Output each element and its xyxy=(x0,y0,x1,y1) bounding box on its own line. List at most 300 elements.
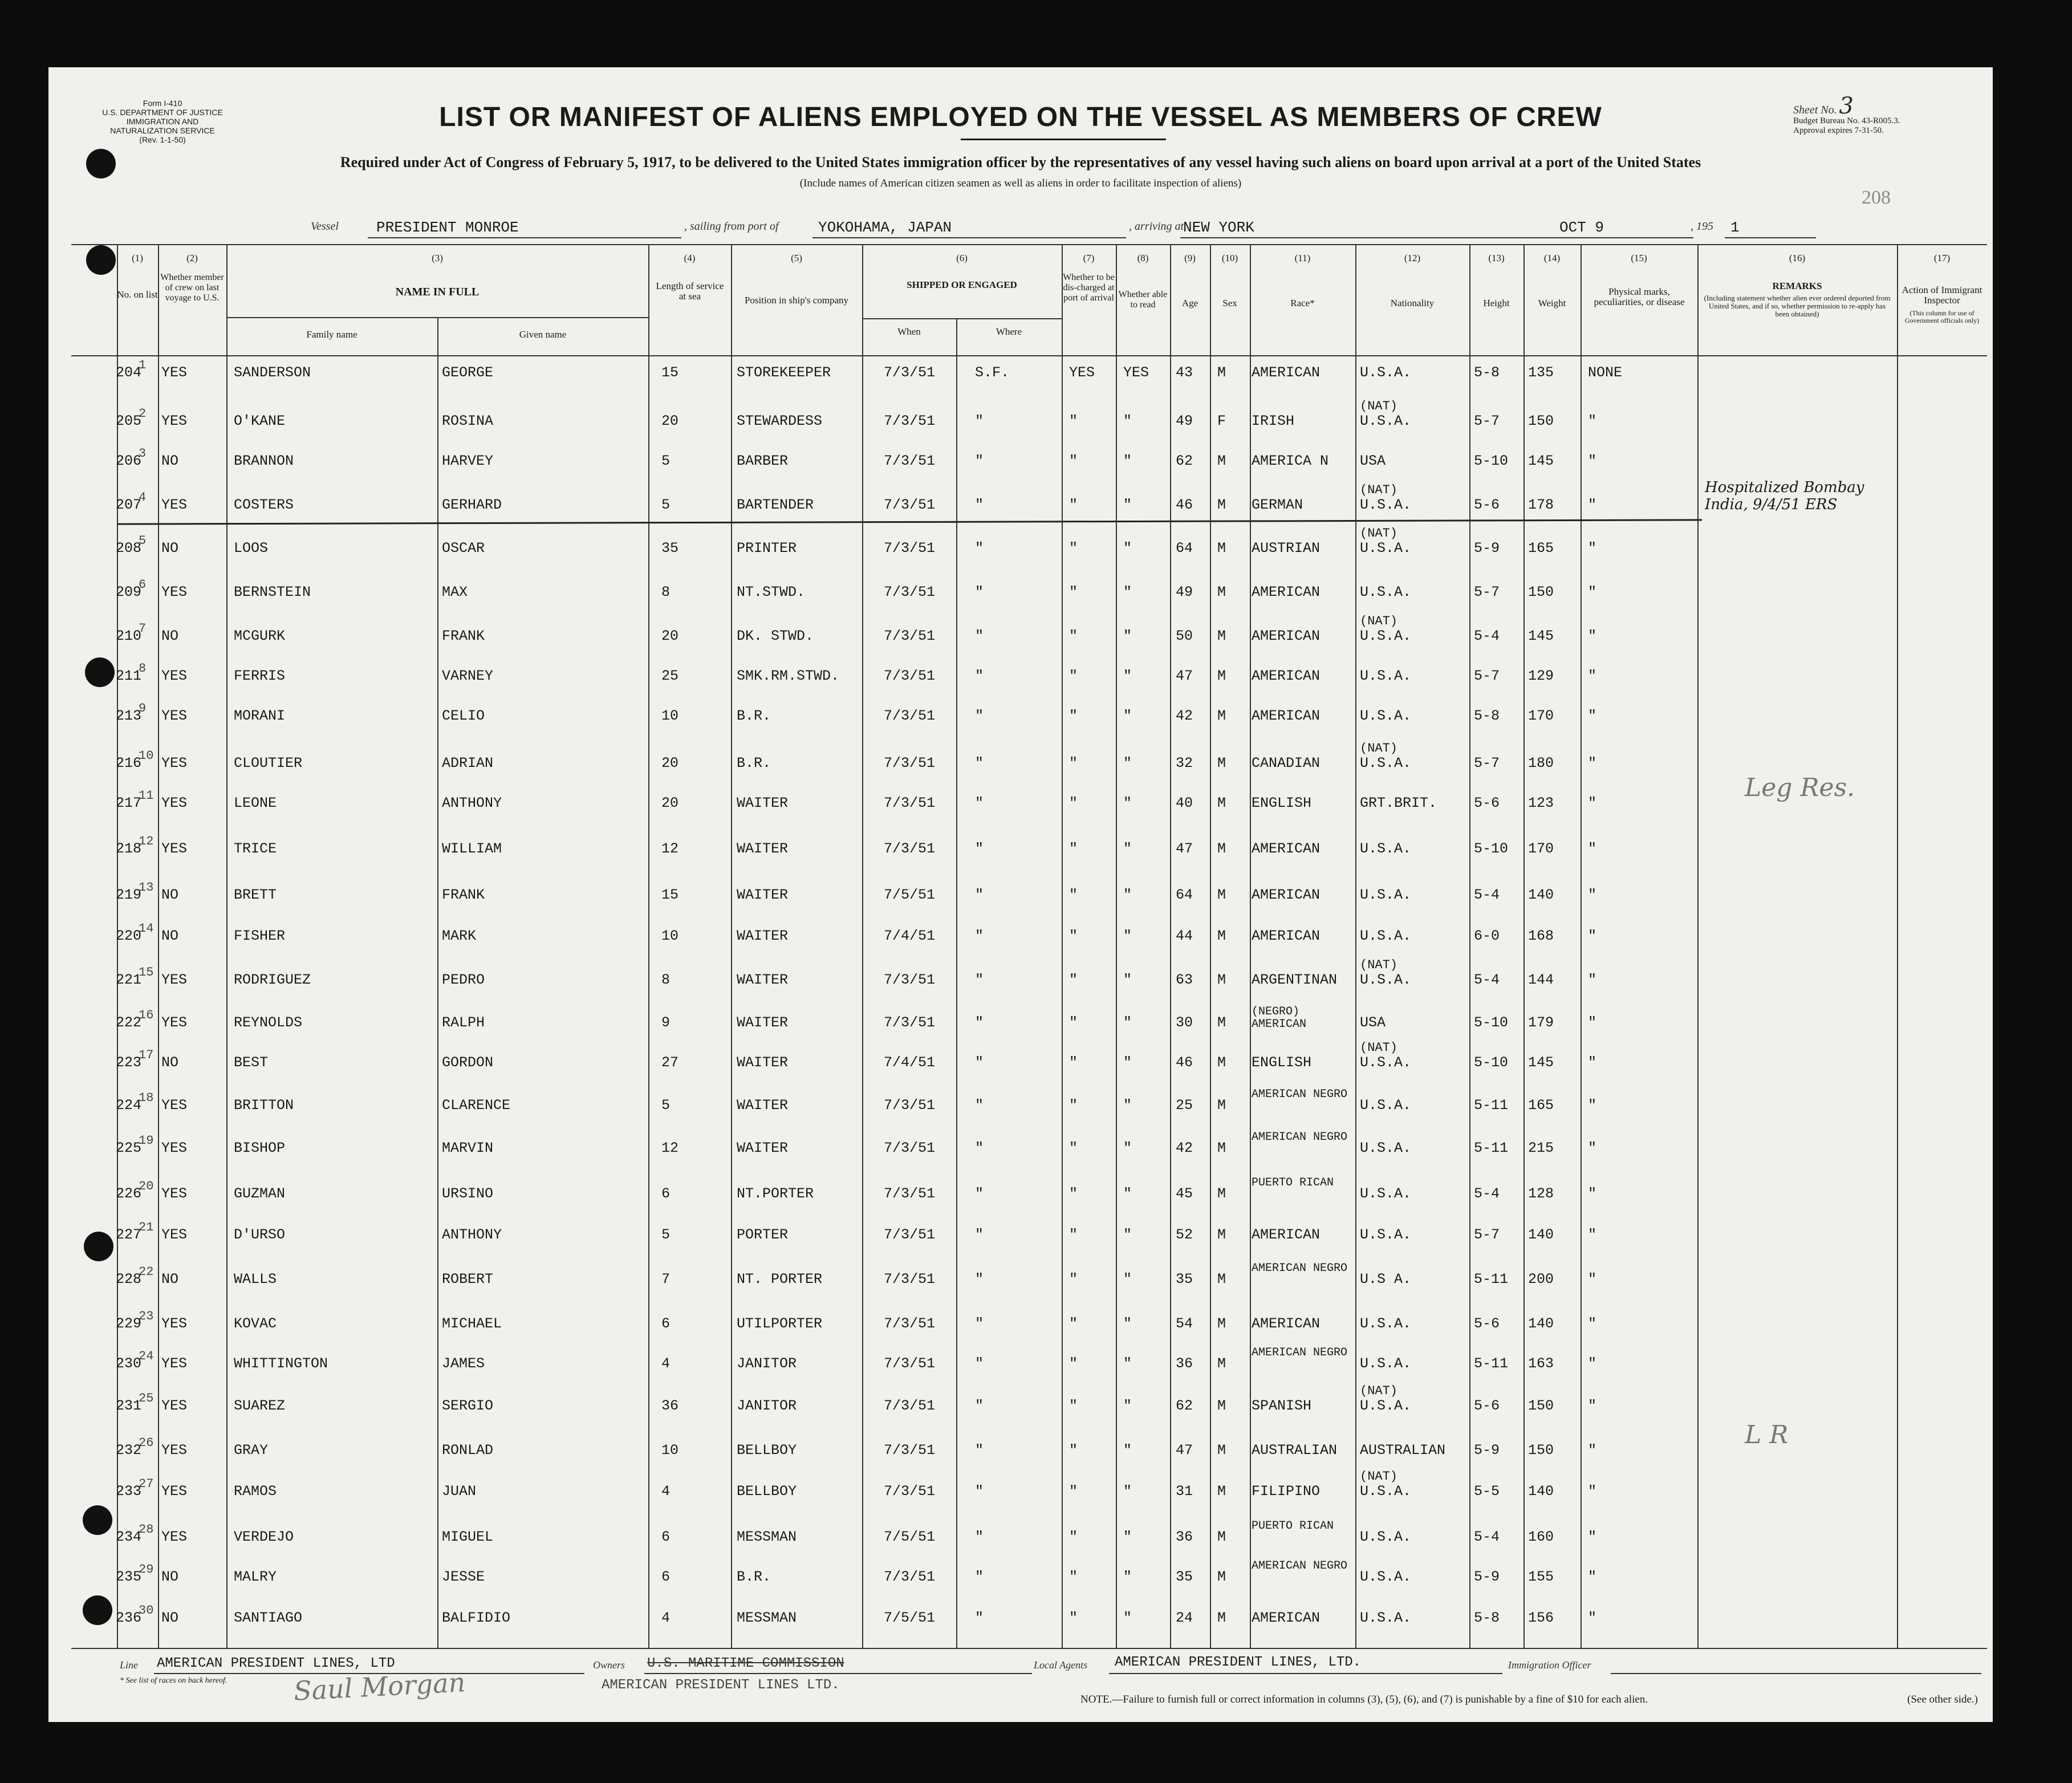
length-of-service: 6 xyxy=(661,1315,671,1332)
form-dept: U.S. DEPARTMENT OF JUSTICE xyxy=(102,108,223,117)
given-name: HARVEY xyxy=(442,453,494,469)
engaged-where: " xyxy=(975,540,984,557)
discharged: " xyxy=(1069,668,1078,684)
discharged: " xyxy=(1069,1398,1078,1414)
year-digit: 1 xyxy=(1730,219,1740,236)
sex: M xyxy=(1217,1271,1226,1288)
table-row xyxy=(48,1420,1993,1469)
family-name: RAMOS xyxy=(234,1483,277,1500)
given-name: RALPH xyxy=(442,1014,485,1031)
discharged: " xyxy=(1069,708,1078,724)
engaged-when: 7/3/51 xyxy=(884,1014,936,1031)
col-num: (10) xyxy=(1221,253,1238,263)
table-row xyxy=(48,1518,1993,1555)
height: 5-8 xyxy=(1474,364,1500,381)
member-last-voyage: NO xyxy=(161,928,179,944)
physical-marks: " xyxy=(1588,1442,1597,1459)
able-to-read: " xyxy=(1123,972,1132,988)
table-row xyxy=(48,1345,1993,1382)
age: 46 xyxy=(1176,497,1193,513)
race: IRISH xyxy=(1252,413,1295,429)
nationality: U.S.A. xyxy=(1360,497,1412,513)
position: MESSMAN xyxy=(737,1610,797,1626)
length-of-service: 4 xyxy=(661,1483,671,1500)
age: 43 xyxy=(1176,364,1193,381)
member-last-voyage: YES xyxy=(161,1014,188,1031)
col-num: (11) xyxy=(1294,253,1311,263)
discharged: " xyxy=(1069,1442,1078,1459)
table-row xyxy=(48,1216,1993,1253)
nationality: U.S.A. xyxy=(1360,364,1412,381)
nationality: U.S A. xyxy=(1360,1271,1412,1288)
races-note: * See list of races on back hereof. xyxy=(120,1676,227,1685)
row-number: 222 xyxy=(116,1014,142,1031)
col-num: (15) xyxy=(1631,253,1647,263)
engaged-where: " xyxy=(975,413,984,429)
race: AMERICAN xyxy=(1252,628,1321,644)
table-row xyxy=(48,442,1993,480)
subtitle: Required under Act of Congress of February 5, 1917, to be delivered to the United States immigration officer by the representatives of any vessel having such aliens on board upon arrival at a port of the United States xyxy=(340,154,1701,170)
length-of-service: 6 xyxy=(661,1529,671,1545)
family-name: BERNSTEIN xyxy=(234,584,311,600)
engaged-when: 7/3/51 xyxy=(884,628,936,644)
length-of-service: 5 xyxy=(661,497,671,513)
engaged-when: 7/3/51 xyxy=(884,1398,936,1414)
weight: 150 xyxy=(1528,1398,1554,1414)
engaged-where: " xyxy=(975,1185,984,1202)
agents-label: Local Agents xyxy=(1034,1659,1088,1671)
height: 5-4 xyxy=(1474,887,1500,903)
engaged-when: 7/3/51 xyxy=(884,1097,936,1114)
height: 5-11 xyxy=(1474,1355,1509,1372)
sex: M xyxy=(1217,1610,1226,1626)
position: WAITER xyxy=(737,1097,789,1114)
member-last-voyage: YES xyxy=(161,1315,188,1332)
nationality: USA xyxy=(1360,1014,1386,1031)
sex: M xyxy=(1217,453,1226,469)
age: 45 xyxy=(1176,1185,1193,1202)
col-num: (14) xyxy=(1543,253,1561,263)
race: ENGLISH xyxy=(1252,1054,1312,1071)
row-number: 232 xyxy=(116,1442,142,1459)
col-num: (7) xyxy=(1083,253,1095,263)
able-to-read: " xyxy=(1123,668,1132,684)
weight: 123 xyxy=(1528,795,1554,811)
physical-marks: " xyxy=(1588,497,1597,513)
given-name: OSCAR xyxy=(442,540,485,557)
able-to-read: " xyxy=(1123,928,1132,944)
race: AMERICAN xyxy=(1252,1315,1321,1332)
race: AMERICAN xyxy=(1252,708,1321,724)
row-number: 230 xyxy=(116,1355,142,1372)
given-name: GERHARD xyxy=(442,497,502,513)
age: 62 xyxy=(1176,1398,1193,1414)
race: AMERICAN NEGRO xyxy=(1252,1346,1348,1359)
nationality: U.S.A. xyxy=(1360,540,1412,557)
nationality: U.S.A. xyxy=(1360,755,1412,771)
weight: 145 xyxy=(1528,453,1554,469)
engaged-when: 7/3/51 xyxy=(884,1355,936,1372)
able-to-read: " xyxy=(1123,840,1132,857)
engaged-when: 7/3/51 xyxy=(884,584,936,600)
weight: 150 xyxy=(1528,1442,1554,1459)
sex: M xyxy=(1217,1014,1226,1031)
length-of-service: 20 xyxy=(661,795,679,811)
sex: M xyxy=(1217,928,1226,944)
engaged-where: " xyxy=(975,453,984,469)
nationality: USA xyxy=(1360,453,1386,469)
position: WAITER xyxy=(737,972,789,988)
given-name: JESSE xyxy=(442,1569,485,1585)
sex: M xyxy=(1217,364,1226,381)
nationality-naturalized: (NAT) xyxy=(1360,1041,1398,1055)
family-name: O'KANE xyxy=(234,413,286,429)
table-row xyxy=(48,876,1993,913)
height: 6-0 xyxy=(1474,928,1500,944)
engaged-when: 7/3/51 xyxy=(884,540,936,557)
member-last-voyage: YES xyxy=(161,497,188,513)
age: 36 xyxy=(1176,1529,1193,1545)
row-number: 217 xyxy=(116,795,142,811)
family-name: MCGURK xyxy=(234,628,286,644)
nationality-naturalized: (NAT) xyxy=(1360,1384,1398,1398)
age: 49 xyxy=(1176,584,1193,600)
family-name: TRICE xyxy=(234,840,277,857)
physical-marks: " xyxy=(1588,755,1597,771)
physical-marks: " xyxy=(1588,540,1597,557)
col-num: (4) xyxy=(684,253,696,263)
engaged-where: " xyxy=(975,972,984,988)
nationality: U.S.A. xyxy=(1360,708,1412,724)
given-name: FRANK xyxy=(442,887,485,903)
height: 5-8 xyxy=(1474,708,1500,724)
engaged-where: " xyxy=(975,1271,984,1288)
height: 5-11 xyxy=(1474,1271,1509,1288)
discharged: " xyxy=(1069,540,1078,557)
able-to-read: " xyxy=(1123,540,1132,557)
length-of-service: 12 xyxy=(661,840,679,857)
position: BELLBOY xyxy=(737,1483,797,1500)
row-number: 210 xyxy=(116,628,142,644)
budget-bureau: Budget Bureau No. 43-R005.3. xyxy=(1793,116,1900,125)
able-to-read: " xyxy=(1123,1097,1132,1114)
sex: M xyxy=(1217,1185,1226,1202)
engaged-when: 7/3/51 xyxy=(884,972,936,988)
sex: M xyxy=(1217,1140,1226,1156)
length-of-service: 4 xyxy=(661,1610,671,1626)
length-of-service: 10 xyxy=(661,928,679,944)
length-of-service: 7 xyxy=(661,1271,671,1288)
race: ENGLISH xyxy=(1252,795,1312,811)
position: MESSMAN xyxy=(737,1529,797,1545)
nationality: U.S.A. xyxy=(1360,1529,1412,1545)
nationality: U.S.A. xyxy=(1360,1315,1412,1332)
age: 47 xyxy=(1176,668,1193,684)
weight: 140 xyxy=(1528,1483,1554,1500)
vessel-name: PRESIDENT MONROE xyxy=(376,219,519,236)
physical-marks: " xyxy=(1588,708,1597,724)
position: WAITER xyxy=(737,795,789,811)
hdr-weight: Weight xyxy=(1538,298,1566,308)
position: WAITER xyxy=(737,840,789,857)
member-last-voyage: NO xyxy=(161,887,179,903)
seq-number: 13 xyxy=(139,880,154,895)
seq-number: 27 xyxy=(139,1477,154,1491)
age: 47 xyxy=(1176,840,1193,857)
nationality: U.S.A. xyxy=(1360,1610,1412,1626)
engaged-where: " xyxy=(975,840,984,857)
engaged-when: 7/3/51 xyxy=(884,1315,936,1332)
sex: M xyxy=(1217,755,1226,771)
weight: 128 xyxy=(1528,1185,1554,1202)
voyage-line xyxy=(48,217,1993,239)
owners-struck: U.S. MARITIME COMMISSION xyxy=(647,1656,844,1671)
nationality-naturalized: (NAT) xyxy=(1360,483,1398,497)
position: PRINTER xyxy=(737,540,797,557)
able-to-read: " xyxy=(1123,795,1132,811)
sailing-port: YOKOHAMA, JAPAN xyxy=(818,219,952,236)
physical-marks: " xyxy=(1588,840,1597,857)
table-row xyxy=(48,1469,1993,1510)
table-row xyxy=(48,657,1993,694)
height: 5-4 xyxy=(1474,972,1500,988)
nationality-naturalized: (NAT) xyxy=(1360,399,1398,413)
discharged: " xyxy=(1069,1140,1078,1156)
given-name: ROSINA xyxy=(442,413,494,429)
length-of-service: 4 xyxy=(661,1355,671,1372)
table-row xyxy=(48,479,1993,523)
hdr-where: Where xyxy=(996,326,1022,337)
discharged: " xyxy=(1069,1185,1078,1202)
hdr-able-read: Whether able to read xyxy=(1118,290,1168,310)
height: 5-8 xyxy=(1474,1610,1500,1626)
given-name: ADRIAN xyxy=(442,755,494,771)
height: 5-7 xyxy=(1474,1226,1500,1243)
engaged-where: " xyxy=(975,795,984,811)
age: 25 xyxy=(1176,1097,1193,1114)
height: 5-7 xyxy=(1474,413,1500,429)
given-name: MARK xyxy=(442,928,477,944)
sex: M xyxy=(1217,540,1226,557)
table-row xyxy=(48,526,1993,567)
col-num: (3) xyxy=(432,253,443,263)
physical-marks: " xyxy=(1588,1610,1597,1626)
family-name: FERRIS xyxy=(234,668,286,684)
given-name: FRANK xyxy=(442,628,485,644)
physical-marks: NONE xyxy=(1588,364,1623,381)
age: 64 xyxy=(1176,887,1193,903)
race: (NEGRO) AMERICAN xyxy=(1252,1005,1307,1031)
sailing-label: , sailing from port of xyxy=(684,220,779,233)
able-to-read: " xyxy=(1123,584,1132,600)
table-row xyxy=(48,830,1993,867)
remarks: L R xyxy=(1745,1420,1789,1449)
length-of-service: 15 xyxy=(661,887,679,903)
hdr-discharged: Whether to be dis-charged at port of arrival xyxy=(1063,273,1115,303)
nationality: U.S.A. xyxy=(1360,972,1412,988)
able-to-read: " xyxy=(1123,1014,1132,1031)
physical-marks: " xyxy=(1588,1185,1597,1202)
discharged: " xyxy=(1069,584,1078,600)
table-row xyxy=(48,1260,1993,1298)
sex: M xyxy=(1217,708,1226,724)
weight: 156 xyxy=(1528,1610,1554,1626)
able-to-read: " xyxy=(1123,1315,1132,1332)
member-last-voyage: YES xyxy=(161,364,188,381)
row-number: 235 xyxy=(116,1569,142,1585)
seq-number: 26 xyxy=(139,1436,154,1450)
family-name: REYNOLDS xyxy=(234,1014,303,1031)
col-num: (12) xyxy=(1404,253,1421,263)
discharged: " xyxy=(1069,1271,1078,1288)
seq-number: 17 xyxy=(139,1048,154,1062)
weight: 160 xyxy=(1528,1529,1554,1545)
row-number: 233 xyxy=(116,1483,142,1500)
family-name: BRETT xyxy=(234,887,277,903)
table-row xyxy=(48,917,1993,955)
engaged-when: 7/3/51 xyxy=(884,453,936,469)
age: 62 xyxy=(1176,453,1193,469)
col-num: (13) xyxy=(1488,253,1505,263)
seq-number: 10 xyxy=(139,749,154,763)
length-of-service: 5 xyxy=(661,1226,671,1243)
member-last-voyage: YES xyxy=(161,1097,188,1114)
table-row xyxy=(48,741,1993,782)
engaged-when: 7/3/51 xyxy=(884,795,936,811)
stamp-number: 208 xyxy=(1862,187,1891,208)
family-name: BEST xyxy=(234,1054,269,1071)
member-last-voyage: YES xyxy=(161,972,188,988)
given-name: BALFIDIO xyxy=(442,1610,511,1626)
physical-marks: " xyxy=(1588,1398,1597,1414)
able-to-read: " xyxy=(1123,1271,1132,1288)
discharged: " xyxy=(1069,1097,1078,1114)
seq-number: 23 xyxy=(139,1309,154,1323)
race: AUSTRALIAN xyxy=(1252,1442,1338,1459)
height: 5-5 xyxy=(1474,1483,1500,1500)
physical-marks: " xyxy=(1588,972,1597,988)
given-name: WILLIAM xyxy=(442,840,502,857)
race: AMERICA N xyxy=(1252,453,1329,469)
age: 30 xyxy=(1176,1014,1193,1031)
able-to-read: " xyxy=(1123,628,1132,644)
sex: M xyxy=(1217,972,1226,988)
family-name: RODRIGUEZ xyxy=(234,972,311,988)
race: AUSTRIAN xyxy=(1252,540,1321,557)
given-name: MIGUEL xyxy=(442,1529,494,1545)
engaged-when: 7/5/51 xyxy=(884,1610,936,1626)
physical-marks: " xyxy=(1588,1054,1597,1071)
seq-number: 29 xyxy=(139,1562,154,1577)
position: B.R. xyxy=(737,1569,771,1585)
race: AMERICAN NEGRO xyxy=(1252,1559,1348,1573)
discharged: " xyxy=(1069,1569,1078,1585)
height: 5-7 xyxy=(1474,668,1500,684)
given-name: MARVIN xyxy=(442,1140,494,1156)
sex: M xyxy=(1217,887,1226,903)
sex: M xyxy=(1217,1226,1226,1243)
see-other-side: (See other side.) xyxy=(1907,1693,1978,1705)
row-number: 220 xyxy=(116,928,142,944)
physical-marks: " xyxy=(1588,413,1597,429)
table-row xyxy=(48,1043,1993,1081)
physical-marks: " xyxy=(1588,628,1597,644)
hdr-nationality: Nationality xyxy=(1390,298,1435,308)
nationality: U.S.A. xyxy=(1360,1569,1412,1585)
hdr-shipped: SHIPPED OR ENGAGED xyxy=(907,279,1017,290)
table-row xyxy=(48,1305,1993,1342)
row-number: 213 xyxy=(116,708,142,724)
member-last-voyage: NO xyxy=(161,628,179,644)
weight: 165 xyxy=(1528,1097,1554,1114)
engaged-when: 7/3/51 xyxy=(884,840,936,857)
age: 44 xyxy=(1176,928,1193,944)
position: BARTENDER xyxy=(737,497,814,513)
row-number: 219 xyxy=(116,887,142,903)
physical-marks: " xyxy=(1588,1226,1597,1243)
arrival-port: NEW YORK xyxy=(1183,219,1254,236)
weight: 145 xyxy=(1528,1054,1554,1071)
member-last-voyage: YES xyxy=(161,1529,188,1545)
row-number: 229 xyxy=(116,1315,142,1332)
race: AMERICAN xyxy=(1252,1610,1321,1626)
nationality: U.S.A. xyxy=(1360,887,1412,903)
hdr-age: Age xyxy=(1181,298,1198,308)
discharged: " xyxy=(1069,1226,1078,1243)
age: 54 xyxy=(1176,1315,1193,1332)
able-to-read: " xyxy=(1123,497,1132,513)
sex: M xyxy=(1217,1483,1226,1500)
discharged: " xyxy=(1069,1483,1078,1500)
race: FILIPINO xyxy=(1252,1483,1321,1500)
hdr-position: Position in ship's company xyxy=(744,295,849,306)
hdr-no-on-list: No. on list xyxy=(117,289,158,300)
nationality: U.S.A. xyxy=(1360,928,1412,944)
given-name: MICHAEL xyxy=(442,1315,502,1332)
length-of-service: 25 xyxy=(661,668,679,684)
engaged-when: 7/5/51 xyxy=(884,887,936,903)
family-name: WHITTINGTON xyxy=(234,1355,328,1372)
hdr-action-note: (This column for use of Government officials only) xyxy=(1904,309,1980,324)
able-to-read: " xyxy=(1123,1483,1132,1500)
seq-number: 15 xyxy=(139,965,154,980)
sex: M xyxy=(1217,1355,1226,1372)
height: 5-6 xyxy=(1474,1398,1500,1414)
able-to-read: " xyxy=(1123,1610,1132,1626)
table-row xyxy=(48,1086,1993,1124)
arriving-label: , arriving at xyxy=(1129,220,1184,233)
seq-number: 30 xyxy=(139,1603,154,1618)
able-to-read: " xyxy=(1123,1226,1132,1243)
length-of-service: 6 xyxy=(661,1569,671,1585)
col-num: (8) xyxy=(1137,253,1149,263)
nationality: U.S.A. xyxy=(1360,840,1412,857)
family-name: SANTIAGO xyxy=(234,1610,303,1626)
race: AMERICAN xyxy=(1252,364,1321,381)
sex: M xyxy=(1217,1398,1226,1414)
member-last-voyage: YES xyxy=(161,1483,188,1500)
physical-marks: " xyxy=(1588,1315,1597,1332)
family-name: LEONE xyxy=(234,795,277,811)
member-last-voyage: YES xyxy=(161,755,188,771)
manifest-footer xyxy=(48,1651,1993,1720)
col-num: (5) xyxy=(791,253,802,263)
nationality: U.S.A. xyxy=(1360,584,1412,600)
weight: 200 xyxy=(1528,1271,1554,1288)
member-last-voyage: YES xyxy=(161,1185,188,1202)
discharged: YES xyxy=(1069,364,1095,381)
age: 47 xyxy=(1176,1442,1193,1459)
